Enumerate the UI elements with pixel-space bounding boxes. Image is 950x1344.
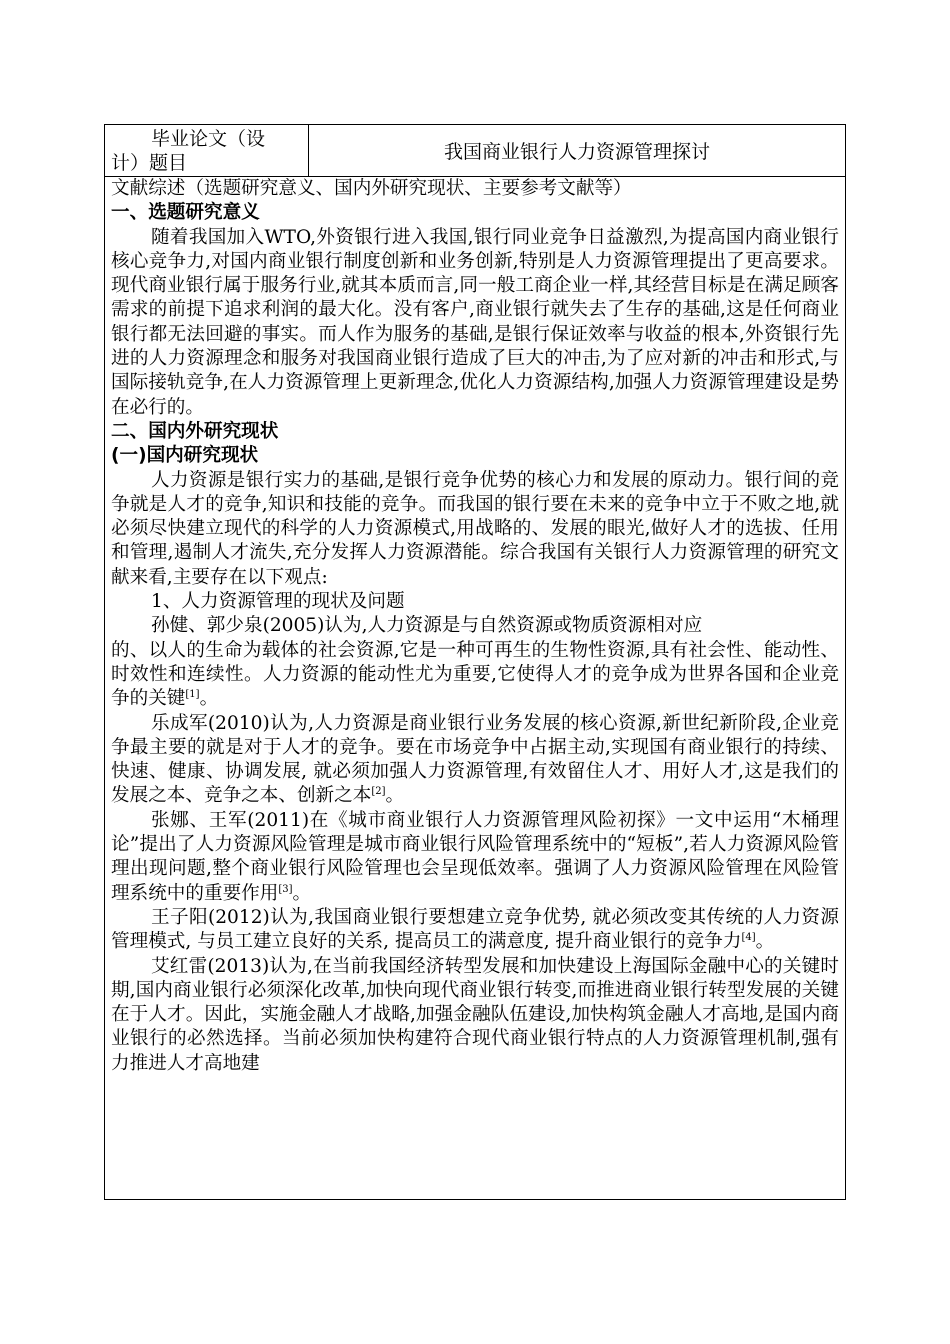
title-label-line2: 计）题目 [111,152,188,174]
paragraph-sun-line1: 孙健、郭少泉(2005)认为,人力资源是与自然资源或物质资源相对应 [151,615,703,637]
paragraph-le [111,712,839,809]
paragraph-sun-text: 的、以人的生命为载体的社会资源,它是一种可再生的生物性资源,具有社会性、能动性、时效性和连续性。人力资源的能动性尤为重要,它使得人才的竞争成为世界各国和企业竞争的关键 [111,639,839,710]
proposal-table [104,124,846,1200]
title-label-line1: 毕业论文（设 [151,128,266,150]
citation-2: [2] [371,786,386,798]
paragraph-le-text: 乐成军(2010)认为,人力资源是商业银行业务发展的核心资源,新世纪新阶段,企业竞争最主要的就是对于人才的竞争。要在市场竞争中占据主动,实现国有商业银行的持续、快速、健康、协调发展, 就必须加强人力资源管理,有效留住人才、用好人才,这是我们的发展之本、竞争之本、创新之本 [111,712,839,807]
paragraph-sun-end: 。 [199,688,219,710]
paragraph-le-end: 。 [385,785,405,807]
literature-review-cell [105,177,845,1199]
paragraph-sun [111,614,839,711]
citation-3: [3] [278,883,293,895]
title-row [105,125,845,177]
paragraph-zhang-text: 张娜、王军(2011)在《城市商业银行人力资源管理风险初探》一文中运用“木桶理论”提出了人力资源风险管理是城市商业银行风险管理系统中的“短板”,若人力资源风险管理出现问题,整个商业银行风险管理也会呈现低效率。强调了人力资源风险管理在风险管理系统中的重要作用 [111,809,839,904]
paragraph-zhang [111,809,839,906]
thesis-title-label [105,125,309,176]
section2-heading: 二、国内外研究现状 [111,420,279,442]
intro-paragraph: 人力资源是银行实力的基础,是银行竞争优势的核心力和发展的原动力。银行间的竞争就是人才的竞争,知识和技能的竞争。而我国的银行要在未来的竞争中立于不败之地,就必须尽快建立现代的科学的人力资源模式,用战略的、发展的眼光,做好人才的选拔、任用和管理,遏制人才流失,充分发挥人力资源潜能。综合我国有关银行人力资源管理的研究文献来看,主要存在以下观点: [111,469,839,588]
subsection1-heading: (一)国内研究现状 [111,445,259,467]
thesis-title-value: 我国商业银行人力资源管理探讨 [443,141,710,163]
citation-1: [1] [185,689,200,701]
paragraph-wang-text: 王子阳(2012)认为,我国商业银行要想建立竞争优势, 就必须改变其传统的人力资源管理模式, 与员工建立良好的关系, 提高员工的满意度, 提升商业银行的竞争力 [111,906,839,953]
citation-4: [4] [741,932,756,944]
paragraph-wang [111,906,839,955]
section1-paragraph: 随着我国加入WTO,外资银行进入我国,银行同业竞争日益激烈,为提高国内商业银行核心竞争力,对国内商业银行制度创新和业务创新,特别是人力资源管理提出了更高要求。现代商业银行属于服务行业,就其本质而言,同一般工商企业一样,其经营目标是在满足顾客需求的前提下追求利润的最大化。没有客户,商业银行就失去了生存的基础,这是任何商业银行都无法回避的事实。而人作为服务的基础,是银行保证效率与收益的根本,外资银行先进的人力资源理念和服务对我国商业银行造成了巨大的冲击,为了应对新的冲击和形式,与国际接轨竞争,在人力资源管理上更新理念,优化人力资源结构,加强人力资源管理建设是势在必行的。 [111,226,839,418]
point1-heading: 1、人力资源管理的现状及问题 [151,591,405,613]
review-header: 文献综述（选题研究意义、国内外研究现状、主要参考文献等） [111,178,632,199]
paragraph-ai: 艾红雷(2013)认为,在当前我国经济转型发展和加快建设上海国际金融中心的关键时期,国内商业银行必须深化改革,加快向现代商业银行转变,而推进商业银行转型发展的关键在于人才。因此，实施金融人才战略,加强金融队伍建设,加快构筑金融人才高地,是国内商业银行的必然选择。当前必须加快构建符合现代商业银行特点的人力资源管理机制,强有力推进人才高地建 [111,955,839,1074]
paragraph-zhang-end: 。 [292,882,312,904]
paragraph-wang-end: 。 [755,931,775,953]
section1-heading: 一、选题研究意义 [111,202,260,224]
